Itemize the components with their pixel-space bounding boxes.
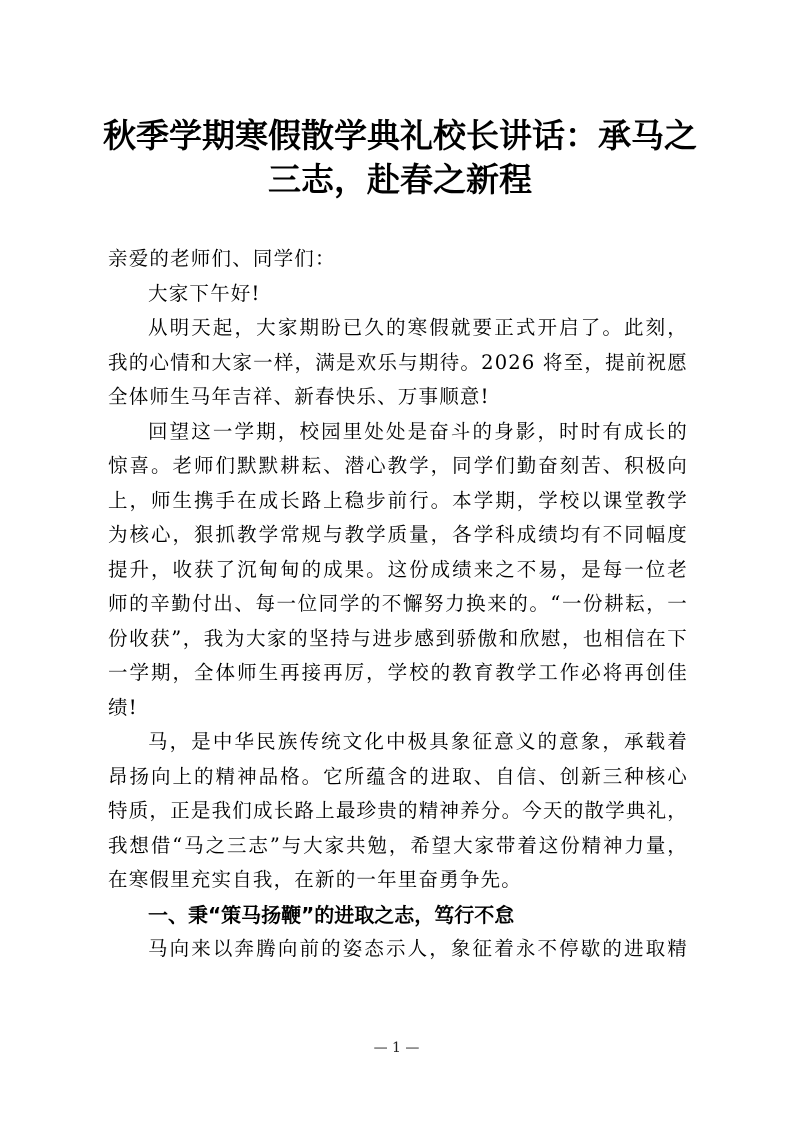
paragraph-line: 惊喜。老师们默默耕耘、潜心教学，同学们勤奋刻苦、积极向	[108, 454, 688, 477]
paragraph-line: 马向来以奔腾向前的姿态示人，象征着永不停歇的进取精	[148, 937, 688, 960]
paragraph-line: 绩!	[108, 695, 138, 719]
paragraph-line: 师的辛勤付出、每一位同学的不懈努力换来的。“一份耕耘，一	[108, 592, 688, 615]
paragraph-line: 上，师生携手在成长路上稳步前行。本学期，学校以课堂教学	[108, 488, 688, 512]
paragraph-line: 一学期，全体师生再接再厉，学校的教育教学工作必将再创佳	[108, 661, 688, 684]
paragraph-line: 特质，正是我们成长路上最珍贵的精神养分。今天的散学典礼，	[108, 799, 688, 822]
paragraph-line: 昂扬向上的精神品格。它所蕴含的进取、自信、创新三种核心	[108, 764, 688, 788]
paragraph-line: 我想借“马之三志”与大家共勉，希望大家带着这份精神力量，	[108, 833, 688, 857]
title-line-1: 秋季学期寒假散学典礼校长讲话：承马之	[103, 116, 697, 155]
page-number: — 1 —	[373, 1040, 420, 1056]
greeting: 大家下午好!	[148, 281, 261, 305]
paragraph-line: 在寒假里充实自我，在新的一年里奋勇争先。	[108, 868, 523, 891]
document-title	[100, 114, 700, 202]
paragraph-line: 马，是中华民族传统文化中极具象征意义的意象，承载着	[148, 730, 688, 753]
paragraph-line: 从明天起，大家期盼已久的寒假就要正式开启了。此刻，	[148, 316, 688, 339]
paragraph-line: 为核心，狠抓教学常规与教学质量，各学科成绩均有不同幅度	[108, 523, 688, 546]
section-heading: 一、秉“策马扬鞭”的进取之志，笃行不怠	[148, 902, 515, 927]
document-body	[108, 242, 688, 967]
paragraph-line: 回望这一学期，校园里处处是奋斗的身影，时时有成长的	[148, 419, 688, 443]
paragraph-line: 份收获”，我为大家的坚持与进步感到骄傲和欣慰，也相信在下	[108, 626, 688, 650]
paragraph-line: 提升，收获了沉甸甸的成果。这份成绩来之不易，是每一位老	[108, 557, 688, 581]
title-line-2: 三志，赴春之新程	[268, 160, 532, 199]
paragraph-line: 我的心情和大家一样，满是欢乐与期待。2026 将至，提前祝愿	[108, 350, 688, 374]
salutation: 亲爱的老师们、同学们：	[108, 247, 336, 270]
paragraph-line: 全体师生马年吉祥、新春快乐、万事顺意!	[108, 385, 490, 408]
